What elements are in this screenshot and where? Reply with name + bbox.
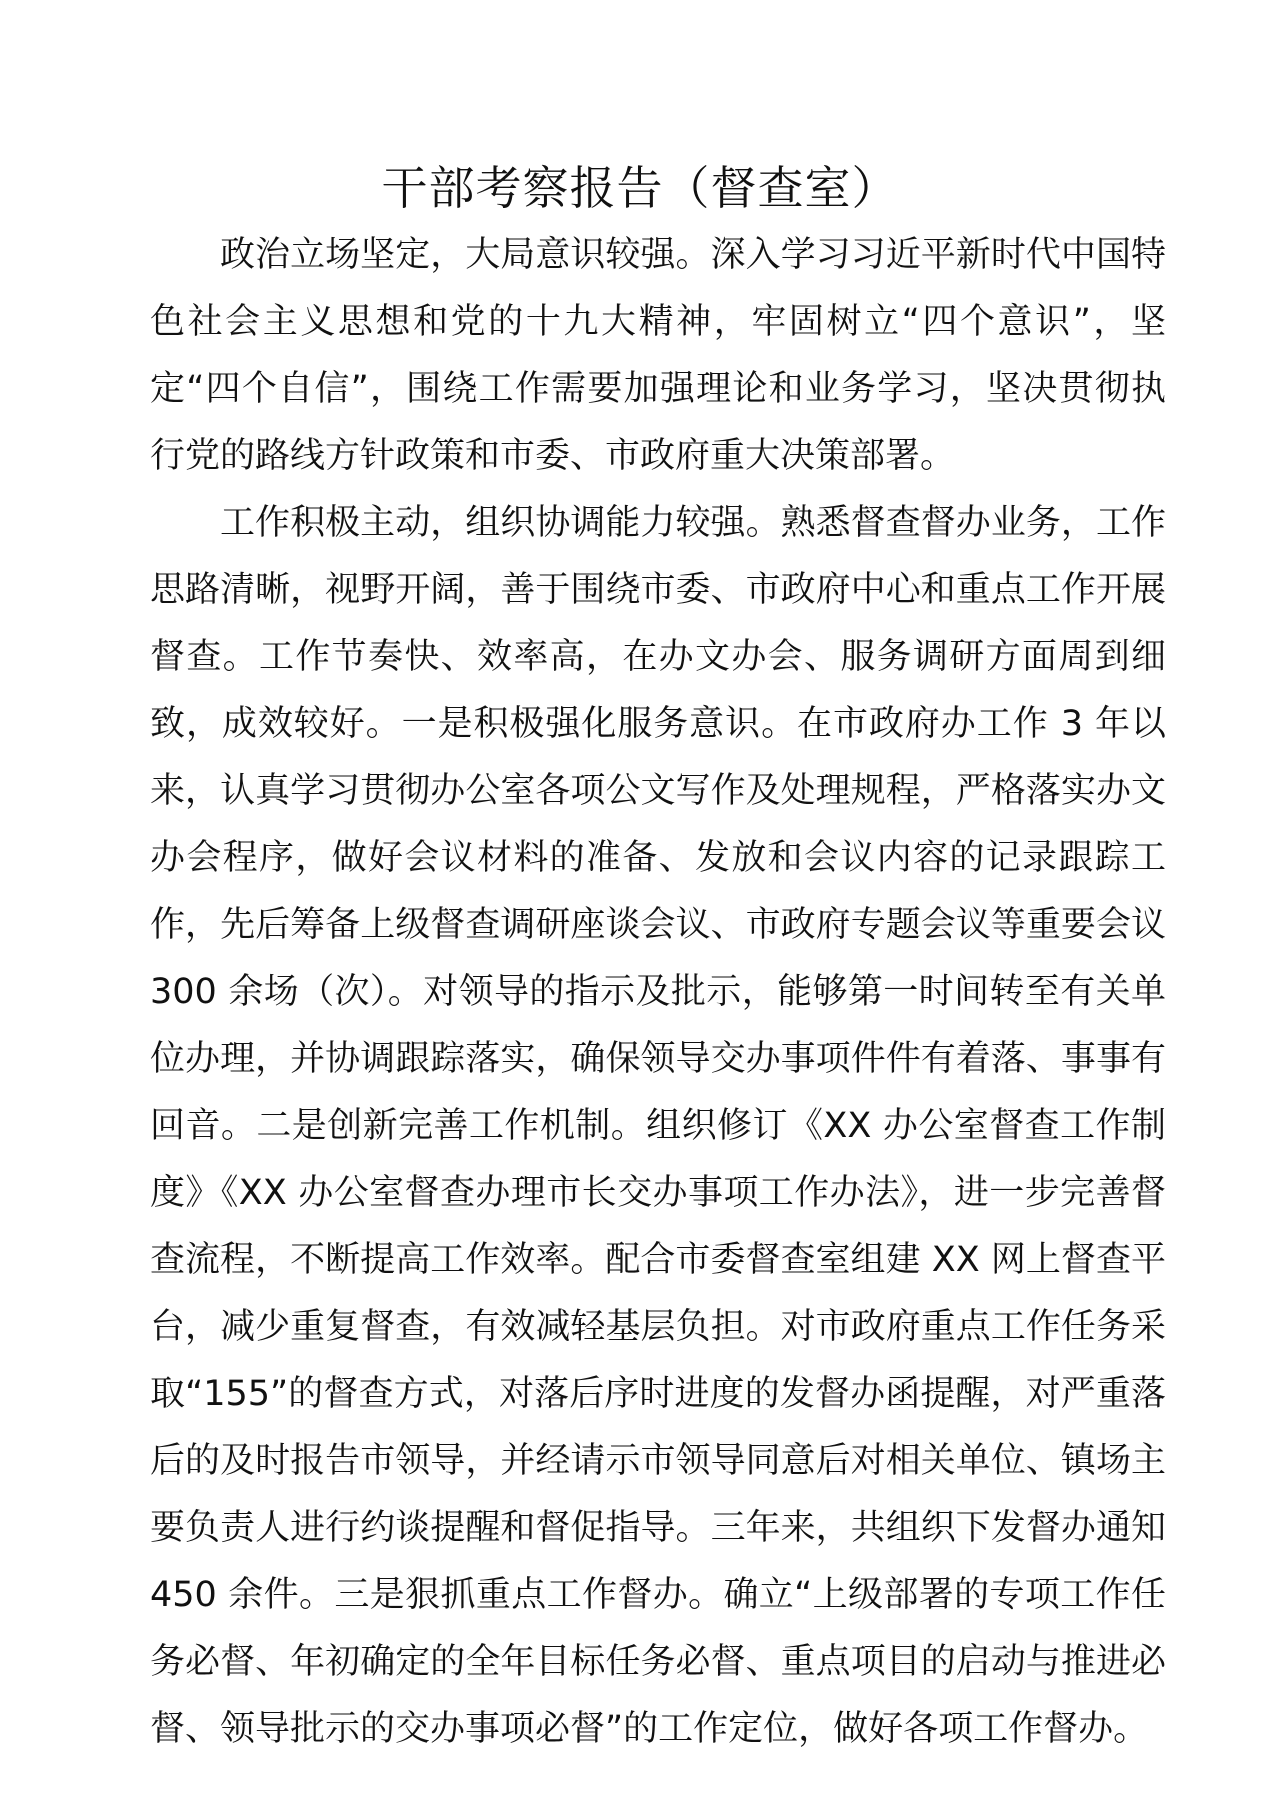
document-body — [150, 222, 1166, 1763]
paragraph-work-performance: 工作积极主动，组织协调能力较强。熟悉督查督办业务，工作思路清晰，视野开阔，善于围绕市委、市政府中心和重点工作开展督查。工作节奏快、效率高，在办文办会、服务调研方面周到细致，成效较好。一是积极强化服务意识。在市政府办工作 3 年以来，认真学习贯彻办公室各项公文写作及处理规程，严格落实办文办会程序，做好会议材料的准备、发放和会议内容的记录跟踪工作，先后筹备上级督查调研座谈会议、市政府专题会议等重要会议 300 余场（次）。对领导的指示及批示，能够第一时间转至有关单位办理，并协调跟踪落实，确保领导交办事项件件有着落、事事有回音。二是创新完善工作机制。组织修订《XX 办公室督查工作制度》《XX 办公室督查办理市长交办事项工作办法》，进一步完善督查流程，不断提高工作效率。配合市委督查室组建 XX 网上督查平台，减少重复督查，有效减轻基层负担。对市政府重点工作任务采取“155”的督查方式，对落后序时进度的发督办函提醒，对严重落后的及时报告市领导，并经请示市领导同意后对相关单位、镇场主要负责人进行约谈提醒和督促指导。三年来，共组织下发督办通知 450 余件。三是狠抓重点工作督办。确立“上级部署的专项工作任务必督、年初确定的全年目标任务必督、重点项目的启动与推进必督、领导批示的交办事项必督”的工作定位，做好各项工作督办。 — [150, 503, 1166, 1749]
document-title: 干部考察报告（督查室） — [381, 161, 899, 215]
paragraph-political-stance: 政治立场坚定，大局意识较强。深入学习习近平新时代中国特色社会主义思想和党的十九大精神，牢固树立“四个意识”，坚定“四个自信”，围绕工作需要加强理论和业务学习，坚决贯彻执行党的路线方针政策和市委、市政府重大决策部署。 — [150, 235, 1166, 476]
